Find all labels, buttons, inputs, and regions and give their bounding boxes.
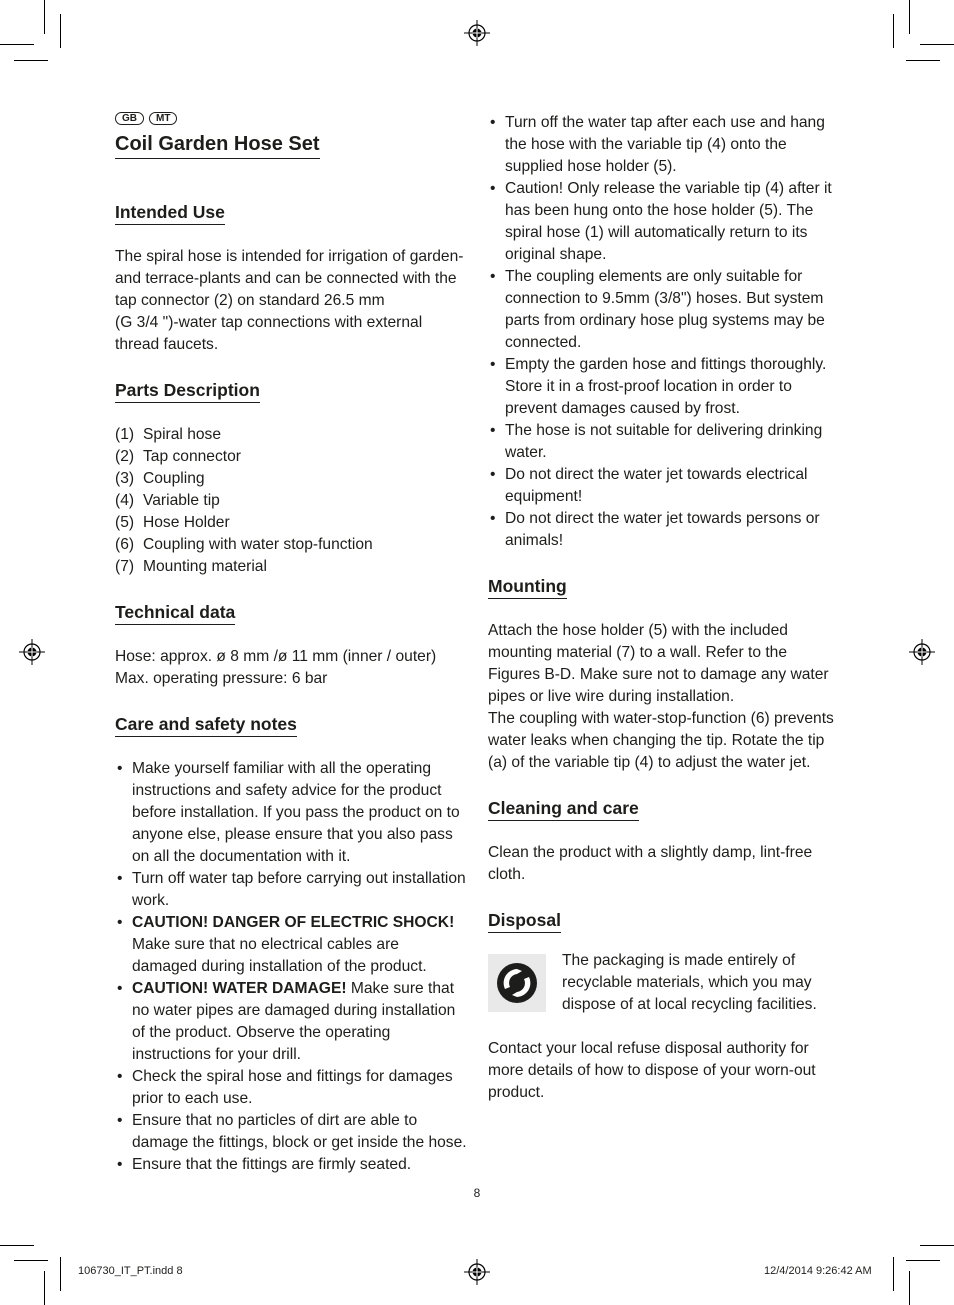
crop-mark [909, 1271, 910, 1305]
care-text: Make yourself familiar with all the operating instructions and safety advice for the product before installation. If you pass the product on to anyone else, please ensure that you also pass on all the documentation with it. [132, 760, 460, 865]
crop-mark [14, 1260, 48, 1261]
registration-mark-icon [909, 639, 935, 665]
crop-mark [60, 1257, 61, 1291]
mounting-text: The coupling with water-stop-function (6) prevents water leaks when changing the tip. Rotate the tip (a) of the variable tip (4) to adjust the water jet. [488, 710, 834, 771]
crop-mark [44, 1271, 45, 1305]
text-line: The spiral hose is intended for irrigation of garden- [115, 248, 464, 265]
list-item [115, 556, 467, 578]
crop-mark [0, 44, 34, 45]
part-label: Coupling [143, 470, 205, 487]
list-item: • The coupling elements are only suitable for connection to 9.5mm (3/8") hoses. But system parts from ordinary hose plug systems may be connected. [488, 266, 840, 354]
list-item [115, 912, 467, 978]
list-item: • Do not direct the water jet towards persons or animals! [488, 508, 840, 552]
page-title: Coil Garden Hose Set [115, 131, 320, 159]
list-item: • The hose is not suitable for delivering drinking water. [488, 420, 840, 464]
section-heading-intended-use: Intended Use [115, 200, 225, 225]
list-item [115, 534, 467, 556]
care-text: Make sure that no water pipes are damaged during installation of the product. Observe the operating instructions for your drill. [132, 980, 456, 1063]
disposal-packaging [488, 954, 840, 1016]
part-number: (7) [115, 558, 135, 575]
part-number: (5) [115, 514, 135, 531]
crop-mark [920, 44, 954, 45]
section-heading-mounting: Mounting [488, 574, 567, 599]
cleaning-text: Clean the product with a slightly damp, lint-free cloth. [488, 844, 813, 883]
section-heading-technical: Technical data [115, 600, 235, 625]
list-item [115, 758, 467, 868]
list-item [115, 446, 467, 468]
list-item: • Caution! Only release the variable tip (4) after it has been hung onto the hose holder (5). The spiral hose (1) will automatically return to its original shape. [488, 178, 840, 266]
crop-mark [60, 14, 61, 48]
crop-mark [0, 1245, 34, 1246]
crop-mark [893, 14, 894, 48]
part-number: (4) [115, 492, 135, 509]
crop-mark [44, 0, 45, 34]
right-column [488, 112, 840, 1104]
technical-line: Max. operating pressure: 6 bar [115, 670, 328, 687]
care-list-continued [488, 112, 840, 552]
parts-list [115, 424, 467, 578]
list-item [115, 490, 467, 512]
crop-mark [14, 60, 48, 61]
list-item [115, 468, 467, 490]
list-item [115, 1066, 467, 1110]
crop-mark [920, 1245, 954, 1246]
text-line: (G 3/4 ")-water tap connections with external [115, 314, 423, 331]
mounting-text: Attach the hose holder (5) with the included mounting material (7) to a wall. Refer to the Figures B-D. Make sure not to damage any water pipes or live wire during installation. [488, 622, 829, 705]
section-heading-disposal: Disposal [488, 908, 561, 933]
list-item [115, 424, 467, 446]
care-text: Turn off water tap before carrying out installation work. [132, 870, 466, 909]
part-label: Coupling with water stop-function [143, 536, 373, 553]
text-line: thread faucets. [115, 336, 219, 353]
list-item [115, 868, 467, 912]
care-text: Check the spiral hose and fittings for damages prior to each use. [132, 1068, 453, 1107]
list-item: • Empty the garden hose and fittings thoroughly. Store it in a frost-proof location in order to prevent damages caused by frost. [488, 354, 840, 420]
language-badge: MT [149, 112, 177, 125]
list-item [115, 978, 467, 1066]
text-line: tap connector (2) on standard 26.5 mm [115, 292, 385, 309]
part-number: (6) [115, 536, 135, 553]
crop-mark [893, 1257, 894, 1291]
section-heading-care: Care and safety notes [115, 712, 297, 737]
list-item [115, 512, 467, 534]
part-label: Mounting material [143, 558, 267, 575]
list-item: • Turn off the water tap after each use and hang the hose with the variable tip (4) onto the supplied hose holder (5). [488, 112, 840, 178]
part-label: Variable tip [143, 492, 220, 509]
care-text: Ensure that no particles of dirt are able to damage the fittings, block or get inside the hose. [132, 1112, 467, 1151]
care-text: Make sure that no electrical cables are damaged during installation of the product. [132, 936, 427, 975]
care-list [115, 758, 467, 1176]
green-dot-recycling-icon [488, 954, 546, 1012]
crop-mark [906, 60, 940, 61]
left-column [115, 112, 467, 1176]
crop-mark [906, 1260, 940, 1261]
registration-mark-icon [464, 20, 490, 46]
registration-mark-icon [464, 1259, 490, 1285]
disposal-contact-text: Contact your local refuse disposal authority for more details of how to dispose of your worn-out product. [488, 1040, 816, 1101]
crop-mark [909, 0, 910, 34]
section-heading-parts: Parts Description [115, 378, 260, 403]
part-number: (1) [115, 426, 135, 443]
warning-label: CAUTION! WATER DAMAGE! [132, 980, 347, 997]
list-item: • Do not direct the water jet towards electrical equipment! [488, 464, 840, 508]
packaging-text: The packaging is made entirely of recyclable materials, which you may dispose of at local recycling facilities. [562, 952, 817, 1013]
part-number: (3) [115, 470, 135, 487]
slug-datetime: 12/4/2014 9:26:42 AM [764, 1265, 872, 1277]
technical-line: Hose: approx. ø 8 mm /ø 11 mm (inner / outer) [115, 648, 437, 665]
warning-label: CAUTION! DANGER OF ELECTRIC SHOCK! [132, 914, 455, 931]
page-number: 8 [473, 1186, 481, 1200]
part-label: Hose Holder [143, 514, 230, 531]
list-item [115, 1154, 467, 1176]
care-text: Ensure that the fittings are firmly seated. [132, 1156, 412, 1173]
part-label: Spiral hose [143, 426, 222, 443]
language-badges [115, 112, 467, 125]
language-badge: GB [115, 112, 144, 125]
text-line: and terrace-plants and can be connected with the [115, 270, 457, 287]
part-number: (2) [115, 448, 135, 465]
list-item [115, 1110, 467, 1154]
slug-filename: 106730_IT_PT.indd 8 [78, 1265, 183, 1277]
intended-use-text [115, 246, 467, 356]
section-heading-cleaning: Cleaning and care [488, 796, 639, 821]
registration-mark-icon [19, 639, 45, 665]
part-label: Tap connector [143, 448, 241, 465]
